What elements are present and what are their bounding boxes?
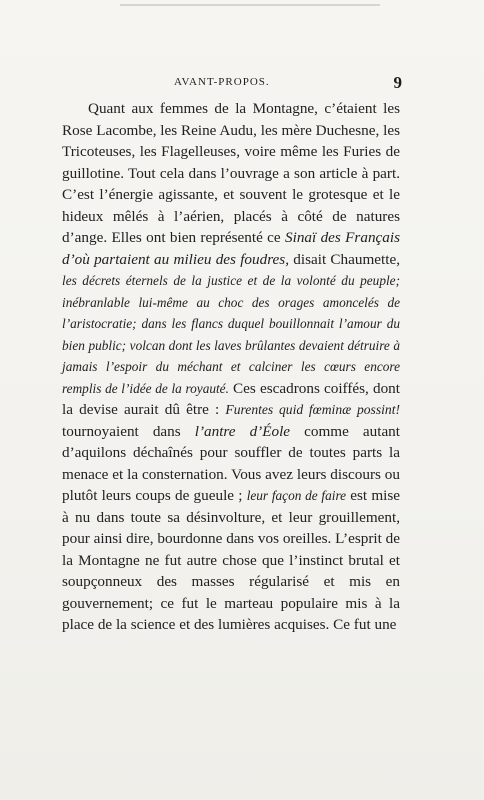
page-number: 9 [393, 73, 402, 92]
text-segment: est mise à nu dans toute sa désinvolture, et leur grouillement, pour ainsi dire, bourdonne dans vos oreilles. L’esprit de la Montagne ne fut autre chose que l’instinct brutal et soupçonneux des masses régularisé et mis en gouvernement; ce fut le marteau populaire mis à la place de la science et des lumières acquises. Ce fut une [62, 487, 401, 633]
latin-motto: Furentes quid fœminæ possint! [225, 402, 400, 417]
italic-quote: Sinaï des Français d’où partaient au milieu des foudres, [62, 229, 400, 268]
text-segment: disait Chaumette, [289, 250, 401, 268]
italic-phrase: leur façon de faire [246, 488, 347, 503]
bleed-through-mark [120, 4, 380, 6]
text-segment: comme autant d’aquilons déchaînés pour souffler de toutes parts la menace et la consternation. Vous avez leurs discours ou plutôt leurs coups de gueule ; [62, 422, 400, 504]
text-segment: Quant aux femmes de la Montagne, c’étaient les Rose Lacombe, les Reine Audu, les mère Duchesne, les Tricoteuses, les Flagelleuses, voire même les Furies de guillotine. Tout cela dans l’ouvrage a son article à part. C’est l’énergie agissante, et souvent le grotesque et le hideux mêlés à l’aérien, placés à côté de natures d’ange. Elles ont bien représenté ce [62, 100, 400, 246]
italic-phrase: l’antre d’Éole [194, 422, 291, 440]
body-text [62, 98, 400, 636]
paragraph [62, 98, 400, 636]
running-head: AVANT-PROPOS. [174, 76, 270, 88]
text-segment: tournoyaient dans [62, 422, 195, 440]
text-segment: Ces escadrons coiffés, dont la devise aurait dû être : [62, 379, 400, 418]
page-header [62, 73, 404, 96]
italic-quote-small: les décrets éternels de la justice et de la volonté du peuple; inébranlable lui-même au choc des orages amoncelés de l’aristocratie; dans les flancs duquel bouillonnait l’amour du bien public; volcan dont les laves brûlantes devaient détruire à jamais l’espoir du méchant et calciner les cœurs encore remplis de l’idée de la royauté. [62, 273, 400, 396]
